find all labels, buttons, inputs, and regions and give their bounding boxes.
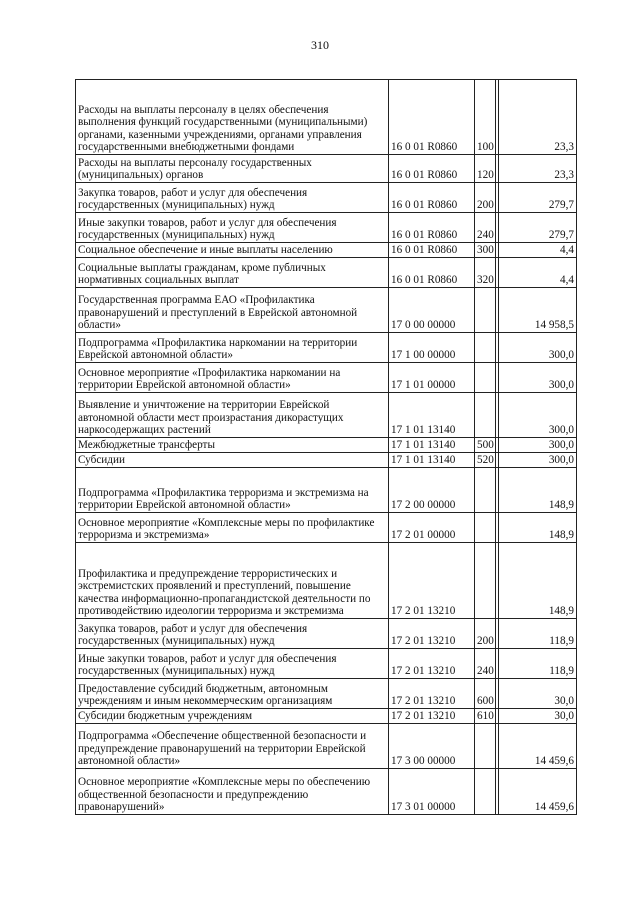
row-type	[475, 769, 496, 815]
row-name: Социальное обеспечение и иные выплаты населению	[76, 243, 389, 258]
table-row	[76, 363, 577, 393]
row-type: 100	[475, 80, 496, 155]
row-name: Профилактика и предупреждение террористических и экстремистских проявлений и преступлений, повышение качества информационно-пропагандистской деятельности по противодействию идеологии терроризма и экстремизма	[76, 543, 389, 619]
row-type: 200	[475, 619, 496, 649]
row-code: 17 3 01 00000	[389, 769, 475, 815]
row-amount: 148,9	[499, 513, 577, 543]
row-type: 500	[475, 438, 496, 453]
row-amount: 300,0	[499, 438, 577, 453]
table-row	[76, 393, 577, 438]
row-name: Субсидии бюджетным учреждениям	[76, 709, 389, 724]
row-type: 610	[475, 709, 496, 724]
table-row	[76, 258, 577, 288]
row-amount: 14 459,6	[499, 769, 577, 815]
row-name: Основное мероприятие «Комплексные меры по обеспечению общественной безопасности и предупреждению правонарушений»	[76, 769, 389, 815]
row-name: Предоставление субсидий бюджетным, автономным учреждениям и иным некоммерческим организациям	[76, 679, 389, 709]
table-row	[76, 438, 577, 453]
row-type: 520	[475, 453, 496, 468]
row-code: 16 0 01 R0860	[389, 183, 475, 213]
row-name: Субсидии	[76, 453, 389, 468]
row-name: Подпрограмма «Профилактика терроризма и экстремизма на территории Еврейской автономной области»	[76, 468, 389, 513]
row-code: 17 2 01 13210	[389, 619, 475, 649]
row-code: 17 2 01 13210	[389, 679, 475, 709]
row-name: Закупка товаров, работ и услуг для обеспечения государственных (муниципальных) нужд	[76, 619, 389, 649]
row-type	[475, 393, 496, 438]
table-row	[76, 80, 577, 155]
row-name: Расходы на выплаты персоналу в целях обеспечения выполнения функций государственными (муниципальными) органами, казенными учреждениями, органами управления государственными внебюджетными фондами	[76, 80, 389, 155]
row-amount: 148,9	[499, 468, 577, 513]
row-name: Расходы на выплаты персоналу государственных (муниципальных) органов	[76, 155, 389, 183]
table-row	[76, 679, 577, 709]
row-code: 16 0 01 R0860	[389, 243, 475, 258]
table-row	[76, 724, 577, 769]
row-amount: 4,4	[499, 243, 577, 258]
budget-table	[75, 79, 577, 815]
row-type: 200	[475, 183, 496, 213]
row-type	[475, 468, 496, 513]
row-type: 240	[475, 213, 496, 243]
row-amount: 30,0	[499, 679, 577, 709]
table-row	[76, 453, 577, 468]
row-amount: 279,7	[499, 213, 577, 243]
row-type: 240	[475, 649, 496, 679]
row-amount: 300,0	[499, 363, 577, 393]
row-name: Иные закупки товаров, работ и услуг для обеспечения государственных (муниципальных) нужд	[76, 649, 389, 679]
table-row	[76, 288, 577, 333]
row-name: Основное мероприятие «Профилактика наркомании на территории Еврейской автономной области»	[76, 363, 389, 393]
row-name: Подпрограмма «Обеспечение общественной безопасности и предупреждение правонарушений на территории Еврейской автономной области»	[76, 724, 389, 769]
row-amount: 300,0	[499, 333, 577, 363]
row-type	[475, 543, 496, 619]
row-type	[475, 724, 496, 769]
row-name: Иные закупки товаров, работ и услуг для обеспечения государственных (муниципальных) нужд	[76, 213, 389, 243]
table-row	[76, 709, 577, 724]
row-amount: 14 459,6	[499, 724, 577, 769]
table-row	[76, 213, 577, 243]
row-code: 17 2 01 00000	[389, 513, 475, 543]
row-amount: 279,7	[499, 183, 577, 213]
row-code: 16 0 01 R0860	[389, 213, 475, 243]
row-type	[475, 363, 496, 393]
row-code: 17 2 01 13210	[389, 649, 475, 679]
row-code: 17 2 01 13210	[389, 709, 475, 724]
row-type: 120	[475, 155, 496, 183]
row-type	[475, 513, 496, 543]
page-number: 310	[311, 38, 329, 52]
row-name: Выявление и уничтожение на территории Еврейской автономной области мест произрастания дикорастущих наркосодержащих растений	[76, 393, 389, 438]
table-row	[76, 183, 577, 213]
table-row	[76, 333, 577, 363]
row-amount: 300,0	[499, 453, 577, 468]
table-row	[76, 649, 577, 679]
row-amount: 118,9	[499, 619, 577, 649]
row-code: 17 1 01 13140	[389, 393, 475, 438]
row-type	[475, 288, 496, 333]
table-row	[76, 155, 577, 183]
row-code: 17 1 01 13140	[389, 438, 475, 453]
table-row	[76, 243, 577, 258]
row-amount: 118,9	[499, 649, 577, 679]
row-amount: 300,0	[499, 393, 577, 438]
budget-table-body	[76, 80, 577, 815]
table-row	[76, 543, 577, 619]
row-type	[475, 333, 496, 363]
row-amount: 23,3	[499, 80, 577, 155]
table-row	[76, 513, 577, 543]
row-name: Межбюджетные трансферты	[76, 438, 389, 453]
row-code: 17 1 01 00000	[389, 363, 475, 393]
row-code: 17 1 00 00000	[389, 333, 475, 363]
table-row	[76, 468, 577, 513]
row-code: 17 1 01 13140	[389, 453, 475, 468]
row-code: 17 2 00 00000	[389, 468, 475, 513]
row-amount: 30,0	[499, 709, 577, 724]
row-code: 16 0 01 R0860	[389, 258, 475, 288]
row-name: Государственная программа ЕАО «Профилактика правонарушений и преступлений в Еврейской автономной области»	[76, 288, 389, 333]
row-code: 16 0 01 R0860	[389, 155, 475, 183]
row-type: 320	[475, 258, 496, 288]
row-amount: 14 958,5	[499, 288, 577, 333]
row-name: Подпрограмма «Профилактика наркомании на территории Еврейской автономной области»	[76, 333, 389, 363]
row-code: 17 0 00 00000	[389, 288, 475, 333]
row-code: 17 2 01 13210	[389, 543, 475, 619]
row-name: Основное мероприятие «Комплексные меры по профилактике терроризма и экстремизма»	[76, 513, 389, 543]
row-amount: 23,3	[499, 155, 577, 183]
row-type: 300	[475, 243, 496, 258]
row-name: Социальные выплаты гражданам, кроме публичных нормативных социальных выплат	[76, 258, 389, 288]
row-amount: 148,9	[499, 543, 577, 619]
row-code: 17 3 00 00000	[389, 724, 475, 769]
table-row	[76, 619, 577, 649]
table-row	[76, 769, 577, 815]
row-name: Закупка товаров, работ и услуг для обеспечения государственных (муниципальных) нужд	[76, 183, 389, 213]
row-amount: 4,4	[499, 258, 577, 288]
row-type: 600	[475, 679, 496, 709]
row-code: 16 0 01 R0860	[389, 80, 475, 155]
